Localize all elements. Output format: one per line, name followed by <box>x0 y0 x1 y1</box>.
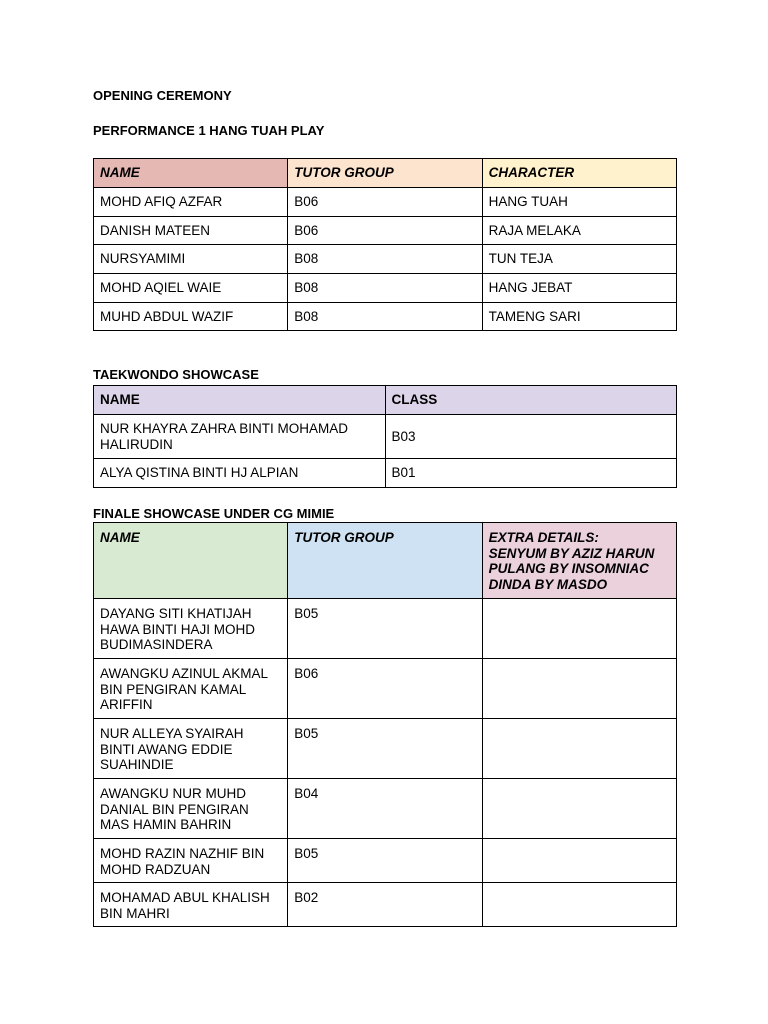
cell-tutor-group: B08 <box>288 302 482 331</box>
header-extra-details: EXTRA DETAILS: SENYUM BY AZIZ HARUN PULANG BY INSOMNIAC DINDA BY MASDO <box>482 523 676 599</box>
cell-name: MUHD ABDUL WAZIF <box>94 302 288 331</box>
cell-name: NUR ALLEYA SYAIRAH BINTI AWANG EDDIE SUAHINDIE <box>94 719 288 779</box>
cell-tutor-group: B06 <box>288 216 482 245</box>
table-row <box>94 216 677 245</box>
cell-name: DANISH MATEEN <box>94 216 288 245</box>
cell-name: MOHAMAD ABUL KHALISH BIN MAHRI <box>94 883 288 927</box>
finale-table <box>93 522 677 927</box>
header-character: CHARACTER <box>482 159 676 188</box>
cell-name: AWANGKU AZINUL AKMAL BIN PENGIRAN KAMAL ARIFFIN <box>94 659 288 719</box>
heading-opening-ceremony: OPENING CEREMONY <box>93 88 232 103</box>
cell-tutor-group: B04 <box>288 779 482 839</box>
cell-tutor-group: B02 <box>288 883 482 927</box>
cell-name: MOHD AFIQ AZFAR <box>94 188 288 217</box>
heading-finale: FINALE SHOWCASE UNDER CG MIMIE <box>93 506 335 521</box>
header-class: CLASS <box>385 386 677 415</box>
cell-name: MOHD AQIEL WAIE <box>94 274 288 303</box>
cell-extra <box>482 839 676 883</box>
table-header-row <box>94 386 677 415</box>
table-row <box>94 883 677 927</box>
cell-extra <box>482 719 676 779</box>
table-row <box>94 415 677 459</box>
table-row <box>94 245 677 274</box>
header-name: NAME <box>94 523 288 599</box>
table-header-row <box>94 523 677 599</box>
cell-character: TUN TEJA <box>482 245 676 274</box>
table-row <box>94 599 677 659</box>
cell-tutor-group: B05 <box>288 719 482 779</box>
cell-character: TAMENG SARI <box>482 302 676 331</box>
cell-name: NURSYAMIMI <box>94 245 288 274</box>
cell-tutor-group: B06 <box>288 188 482 217</box>
cell-extra <box>482 883 676 927</box>
cell-character: HANG JEBAT <box>482 274 676 303</box>
cell-tutor-group: B05 <box>288 599 482 659</box>
table-row <box>94 839 677 883</box>
cell-class: B03 <box>385 415 677 459</box>
heading-taekwondo: TAEKWONDO SHOWCASE <box>93 367 259 382</box>
cell-extra <box>482 779 676 839</box>
table-row <box>94 659 677 719</box>
table-row <box>94 779 677 839</box>
cell-class: B01 <box>385 459 677 488</box>
cell-name: DAYANG SITI KHATIJAH HAWA BINTI HAJI MOHD BUDIMASINDERA <box>94 599 288 659</box>
table-row <box>94 459 677 488</box>
cell-name: MOHD RAZIN NAZHIF BIN MOHD RADZUAN <box>94 839 288 883</box>
cell-tutor-group: B08 <box>288 274 482 303</box>
cell-name: AWANGKU NUR MUHD DANIAL BIN PENGIRAN MAS HAMIN BAHRIN <box>94 779 288 839</box>
cell-tutor-group: B06 <box>288 659 482 719</box>
cell-extra <box>482 659 676 719</box>
header-tutor-group: TUTOR GROUP <box>288 523 482 599</box>
taekwondo-table <box>93 385 677 488</box>
cell-character: RAJA MELAKA <box>482 216 676 245</box>
cell-tutor-group: B05 <box>288 839 482 883</box>
header-tutor-group: TUTOR GROUP <box>288 159 482 188</box>
cell-name: ALYA QISTINA BINTI HJ ALPIAN <box>94 459 386 488</box>
cell-extra <box>482 599 676 659</box>
header-name: NAME <box>94 159 288 188</box>
header-name: NAME <box>94 386 386 415</box>
table-row <box>94 719 677 779</box>
heading-performance-1: PERFORMANCE 1 HANG TUAH PLAY <box>93 123 325 138</box>
table-header-row <box>94 159 677 188</box>
table-row <box>94 302 677 331</box>
performance-table <box>93 158 677 331</box>
table-row <box>94 274 677 303</box>
cell-name: NUR KHAYRA ZAHRA BINTI MOHAMAD HALIRUDIN <box>94 415 386 459</box>
table-row <box>94 188 677 217</box>
cell-tutor-group: B08 <box>288 245 482 274</box>
cell-character: HANG TUAH <box>482 188 676 217</box>
